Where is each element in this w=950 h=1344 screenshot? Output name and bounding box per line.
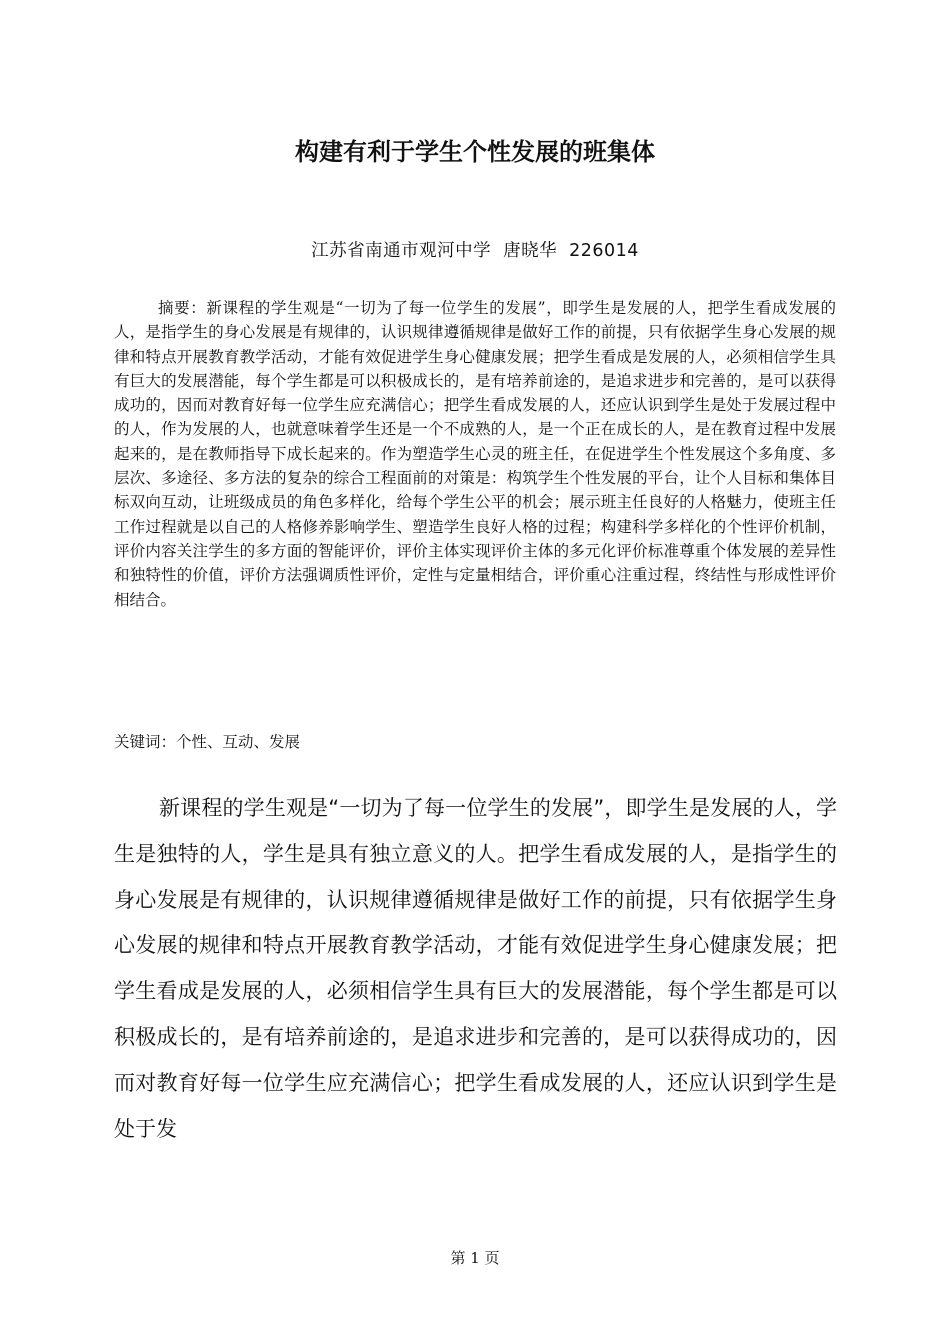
author-affiliation: 江苏省南通市观河中学 xyxy=(311,241,492,261)
document-title: 构建有利于学生个性发展的班集体 xyxy=(295,138,655,166)
author-name: 唐晓华 xyxy=(503,241,558,261)
page-number: 第 1 页 xyxy=(450,1249,500,1267)
keywords-line: 关键词：个性、互动、发展 xyxy=(114,733,301,751)
body-paragraph: 新课程的学生观是“一切为了每一位学生的发展”，即学生是发展的人，学生是独特的人，学生是具有独立意义的人。把学生看成发展的人，是指学生的身心发展是有规律的，认识规律遵循规律是做好工作的前提，只有依据学生身心发展的规律和特点开展教育教学活动，才能有效促进学生身心健康发展；把学生看成是发展的人，必须相信学生具有巨大的发展潜能，每个学生都是可以积极成长的，是有培养前途的，是追求进步和完善的，是可以获得成功的，因而对教育好每一位学生应充满信心；把学生看成发展的人，还应认识到学生是处于发 xyxy=(114,796,837,1141)
author-postal-code: 226014 xyxy=(569,241,639,261)
author-line xyxy=(0,239,950,263)
abstract-paragraph: 摘要：新课程的学生观是“一切为了每一位学生的发展”，即学生是发展的人，把学生看成发展的人，是指学生的身心发展是有规律的，认识规律遵循规律是做好工作的前提，只有依据学生身心发展的规律和特点开展教育教学活动，才能有效促进学生身心健康发展；把学生看成是发展的人，必须相信学生具有巨大的发展潜能，每个学生都是可以积极成长的，是有培养前途的，是追求进步和完善的，是可以获得成功的，因而对教育好每一位学生应充满信心；把学生看成发展的人，还应认识到学生是处于发展过程中的人，作为发展的人，也就意味着学生还是一个不成熟的人，是一个正在成长的人，是在教育过程中发展起来的，是在教师指导下成长起来的。作为塑造学生心灵的班主任，在促进学生个性发展这个多角度、多层次、多途径、多方法的复杂的综合工程面前的对策是：构筑学生个性发展的平台，让个人目标和集体目标双向互动，让班级成员的角色多样化，给每个学生公平的机会；展示班主任良好的人格魅力，使班主任工作过程就是以自己的人格修养影响学生、塑造学生良好人格的过程；构建科学多样化的个性评价机制，评价内容关注学生的多方面的智能评价，评价主体实现评价主体的多元化评价标准尊重个体发展的差异性和独特性的价值，评价方法强调质性评价，定性与定量相结合，评价重心注重过程，终结性与形成性评价相结合。 xyxy=(114,299,836,609)
